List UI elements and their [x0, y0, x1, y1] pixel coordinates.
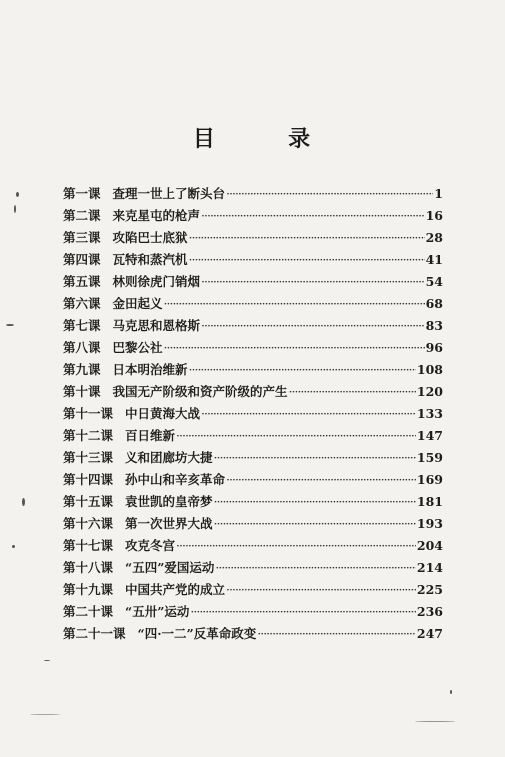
toc-entry[interactable]: [63, 623, 443, 645]
lesson-number: 第二课: [63, 208, 101, 223]
leader-dots: [201, 271, 425, 293]
leader-dots: [215, 557, 416, 579]
toc-entry[interactable]: [63, 293, 443, 315]
lesson-title: 第一次世界大战: [125, 516, 213, 531]
leader-dots: [176, 535, 416, 557]
page-number: 247: [416, 626, 443, 641]
leader-dots: [164, 337, 425, 359]
toc-entry[interactable]: [63, 557, 443, 579]
lesson-title: 孙中山和辛亥革命: [125, 472, 226, 487]
toc-entry[interactable]: [63, 447, 443, 469]
toc-entry[interactable]: [63, 359, 443, 381]
page-number: 83: [425, 318, 443, 333]
lesson-number: 第四课: [63, 252, 101, 267]
lesson-title: 马克思和恩格斯: [112, 318, 201, 333]
lesson-title: 攻陷巴士底狱: [112, 230, 188, 245]
toc-entry[interactable]: [63, 205, 443, 227]
scan-speck: [30, 714, 60, 715]
page-number: 108: [416, 362, 443, 377]
leader-dots: [189, 227, 425, 249]
lesson-number: 第八课: [63, 340, 101, 355]
lesson-title: 中国共产党的成立: [125, 582, 226, 597]
page-number: 133: [416, 406, 443, 421]
page-number: 96: [425, 340, 443, 355]
lesson-number: 第十六课: [63, 516, 114, 531]
lesson-number: 第十四课: [63, 472, 114, 487]
scan-speck: [6, 324, 14, 326]
table-of-contents: [63, 183, 443, 645]
page-number: 1: [434, 186, 443, 201]
lesson-number: 第五课: [63, 274, 101, 289]
toc-entry[interactable]: [63, 227, 443, 249]
page-number: 54: [425, 274, 443, 289]
lesson-title: 义和团廊坊大捷: [125, 450, 213, 465]
scan-speck: [415, 721, 455, 722]
lesson-number: 第九课: [63, 362, 101, 377]
leader-dots: [164, 293, 425, 315]
lesson-number: 第十八课: [63, 560, 114, 575]
leader-dots: [201, 315, 425, 337]
lesson-title: 查理一世上了断头台: [112, 186, 226, 201]
leader-dots: [289, 381, 416, 403]
toc-entry[interactable]: [63, 271, 443, 293]
page-number: 236: [416, 604, 443, 619]
scan-speck: [12, 545, 15, 548]
page-number: 225: [416, 582, 443, 597]
toc-entry[interactable]: [63, 315, 443, 337]
page-number: 169: [416, 472, 443, 487]
lesson-title: 巴黎公社: [112, 340, 163, 355]
page-number: 181: [416, 494, 443, 509]
toc-entry[interactable]: [63, 249, 443, 271]
scan-speck: [22, 498, 25, 506]
lesson-title: 林则徐虎门销烟: [112, 274, 201, 289]
scan-speck: [16, 192, 19, 197]
title-char-left: 目: [192, 126, 217, 152]
page-number: 28: [425, 230, 443, 245]
page-number: 147: [416, 428, 443, 443]
lesson-number: 第七课: [63, 318, 101, 333]
lesson-title: 袁世凯的皇帝梦: [125, 494, 213, 509]
leader-dots: [214, 513, 416, 535]
page-number: 193: [416, 516, 443, 531]
leader-dots: [257, 623, 416, 645]
page-number: 159: [416, 450, 443, 465]
lesson-number: 第十三课: [63, 450, 114, 465]
lesson-title: 日本明治维新: [112, 362, 188, 377]
toc-entry[interactable]: [63, 579, 443, 601]
toc-entry[interactable]: [63, 469, 443, 491]
scan-speck: [14, 205, 16, 213]
leader-dots: [176, 425, 416, 447]
lesson-title: 攻克冬宫: [125, 538, 176, 553]
leader-dots: [214, 447, 416, 469]
page-number: 68: [425, 296, 443, 311]
lesson-number: 第十二课: [63, 428, 114, 443]
lesson-number: 第一课: [63, 186, 101, 201]
lesson-number: 第三课: [63, 230, 101, 245]
leader-dots: [201, 403, 416, 425]
toc-entry[interactable]: [63, 425, 443, 447]
lesson-title: 金田起义: [112, 296, 163, 311]
leader-dots: [189, 359, 416, 381]
lesson-number: 第二十课: [63, 604, 114, 619]
lesson-number: 第十五课: [63, 494, 114, 509]
toc-entry[interactable]: [63, 183, 443, 205]
title-char-right: 录: [288, 126, 313, 152]
toc-entry[interactable]: [63, 337, 443, 359]
leader-dots: [190, 601, 416, 623]
page-number: 204: [416, 538, 443, 553]
toc-entry[interactable]: [63, 381, 443, 403]
page-number: 120: [416, 384, 443, 399]
leader-dots: [226, 183, 433, 205]
lesson-title: 瓦特和蒸汽机: [112, 252, 188, 267]
toc-entry[interactable]: [63, 491, 443, 513]
leader-dots: [201, 205, 425, 227]
lesson-title: 来克星屯的枪声: [112, 208, 201, 223]
lesson-title: 我国无产阶级和资产阶级的产生: [112, 384, 288, 399]
lesson-title: “五卅”运动: [125, 604, 190, 619]
lesson-title: 百日维新: [125, 428, 176, 443]
page-number: 16: [425, 208, 443, 223]
toc-entry[interactable]: [63, 535, 443, 557]
page-number: 214: [416, 560, 443, 575]
toc-entry[interactable]: [63, 601, 443, 623]
leader-dots: [226, 469, 416, 491]
lesson-number: 第十一课: [63, 406, 114, 421]
lesson-title: 中日黄海大战: [125, 406, 201, 421]
leader-dots: [189, 249, 425, 271]
lesson-number: 第六课: [63, 296, 101, 311]
lesson-title: “五四”爱国运动: [125, 560, 215, 575]
lesson-number: 第十七课: [63, 538, 114, 553]
toc-entry[interactable]: [63, 513, 443, 535]
toc-entry[interactable]: [63, 403, 443, 425]
page-number: 41: [425, 252, 443, 267]
lesson-number: 第二十一课: [63, 626, 126, 641]
page-title: [0, 122, 505, 153]
lesson-number: 第十课: [63, 384, 101, 399]
scan-speck: [450, 690, 452, 694]
leader-dots: [226, 579, 416, 601]
scan-speck: [44, 660, 50, 661]
lesson-title: “四·一二”反革命政变: [137, 626, 257, 641]
leader-dots: [214, 491, 416, 513]
lesson-number: 第十九课: [63, 582, 114, 597]
